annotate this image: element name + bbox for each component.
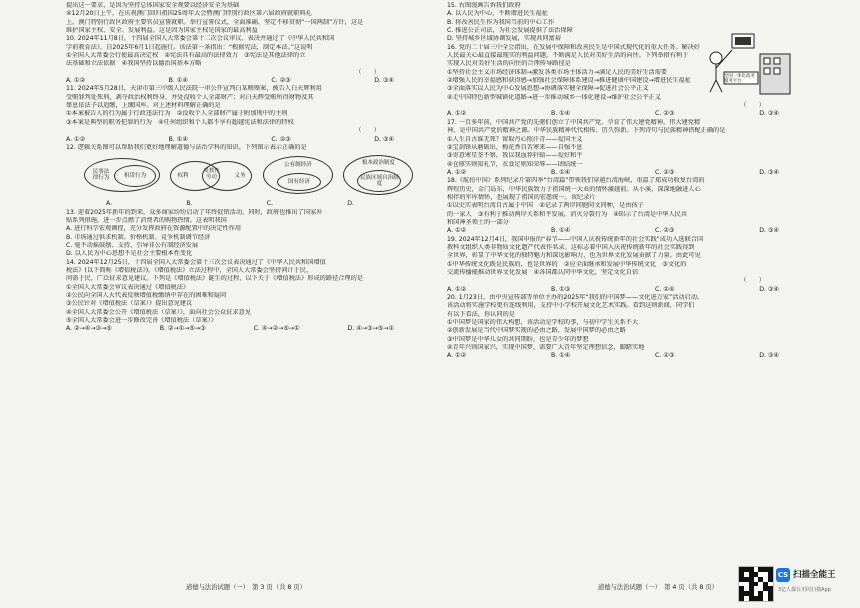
text-line: C. 毫不动摇鼓励、支持、引导非公有制经济发展 [66,241,199,249]
option: B. ②→①→⑤→③ [159,325,206,333]
option: D. ③④ [759,227,779,235]
q18-options [447,227,799,235]
text-line: 受贿罪判处死刑，剥夺政治权利终身，并处没收个人全部财产；对白天辉受贿所得财物及其 [66,93,314,101]
option: C. ②③ [655,227,675,235]
text-line: 交流传播能推动世界文化发展 ④各国都认同中华文化，坚定文化自信 [447,269,639,276]
text-line: ①坚持社会主义市场经济体制→激发各类市场主体活力→满足人民的美好生活需要 [447,68,668,76]
text-line: 该活动将实施学校更有连线利用，支持中小学校开展文化艺术实践。看到这则新闻，同学们 [447,302,695,310]
option: A. [106,200,113,208]
text-line: ⑤全国人大常委会进一步修改完善《增值税法（草案）》 [66,317,217,324]
text-line: 学前教育法》，自2025年6月1日起施行。该法第一条指出：“根据宪法，制定本法。”这说明 [66,43,313,51]
option: B. ①④ [168,77,188,85]
text-line: ①中国梦是国家的伟大构想，该活动是学校的事，与初中学生关系不大 [447,319,639,327]
option: A. ②→④→③→⑤ [66,325,112,333]
option: C. ②③ [655,168,675,176]
option: C. ②③ [271,77,291,85]
option: C. ②③ [655,110,675,118]
left-page [66,2,414,334]
option: A. ①② [66,135,86,143]
option: A. ①② [447,285,467,293]
text-line: ③中国梦是中华儿女的共同期盼，也是青少年的梦想 [447,335,589,343]
right-page-footer: 道德与法治试题（一） 第 4 页（共 8 页） [598,584,718,591]
option: B. ①④ [168,135,188,143]
option: C. ②④ [655,285,675,293]
option: D. ③④ [759,285,779,293]
text-line: ②公民向全国人大代表反映增值税缴纳中存在的困难和疑问 [66,291,227,299]
option: B. ①④ [550,227,571,235]
option: A. ①② [447,227,467,235]
diagram-b-left: 权利 [170,161,220,191]
text-line: 19. 2024年12月4日，我国申报的“春节——中国人庆祝传统新年的社会实践”成功入选联合国 [447,235,704,243]
diagram-b-mid: 受教育劳动 [203,168,220,181]
cartoon-caption: 全国一体化政务服务平台 [724,74,755,84]
option: C. ②③ [655,352,675,360]
text-line: ④全国人大常委会公开《增值税法（草案）》，面向社会公众征求意见 [66,308,251,316]
option: A. ①② [66,77,86,85]
text-line: ④12月20日上午，在庆祝澳门回归祖国25周年大会暨澳门特别行政区第六届政府就职典礼 [66,10,312,18]
text-line: ①人生自古谁无死？留取丹心照汗青——爱国主义 [447,135,583,143]
text-line: 20. 1月23日，由中央宣传部等单位主办的2025年“我们的中国梦——文化进万家”活动启动。 [447,294,704,302]
text-line: ③本案是典型的职务犯罪的行为 ④任何组织和个人都不享有超越宪法和法律的特权 [66,118,294,126]
option: D. [347,200,354,208]
text-line: 有以下看法，你认同的是 [447,310,516,318]
text-line: ②增强人民的幸福感和获得感→加强社会保障体系建设→推进健康中国建设→增进民生福祉 [447,77,691,85]
option: A. ①② [447,168,467,176]
diagram-a-outer: 民事法律行为 [84,158,160,192]
text-line: B. 将改善民生作为我国当前的中心工作 [447,18,555,26]
diagram-a [84,158,160,194]
text-line: 孳息依法予以追缴，上缴国库。对上述材料理解正确的是 [66,102,221,110]
text-line: 实现人民对美好生活的向往的合理传导路径是 [447,60,571,68]
text-line: A. 进行科学宏观调控，充分发挥政府在资源配置中的决定性作用 [66,225,242,233]
answer-paren: （ ） [740,102,765,110]
text-line: 教科文组织人类非物质文化遗产代表作名录。这标志着中国人庆祝传统新年的社会实践得到 [447,243,695,251]
text-line: 法基础和立法依据 ④我国坚持以德治国基本方略 [66,60,202,68]
option: D. ④→③→⑤→① [347,325,394,333]
text-line: D. 坚持城乡区域协调发展，实现共同富裕 [447,35,561,43]
text-line: ①本案被告人的行为属于行政违法行为 ②没收个人全部财产属于附加刑中的主刑 [66,110,288,118]
diagram-c [263,156,334,196]
text-line: 16. 党的二十届三中全会指出，在发展中保障和改善民生是中国式现代化的重大任务。解决好 [447,43,701,51]
option: C. [266,200,274,208]
text-line: 上，澳门特别行政区政府主要官员宣誓就职。举行宣誓仪式，全面准确、坚定不移贯彻“一国两制”方针，这是 [66,18,364,26]
camscanner-logo: CS [776,568,790,582]
text-line: 10. 2024年11月8日，十四届全国人大常委会第十二次会议审议、表决并通过了《中华人民共和国 [66,35,335,43]
option: D. ③④ [759,168,779,176]
text-line: ③全面落实以人民为中心发展思想→协调落实健全保障→促进社会公平正义 [447,85,649,93]
diagram-d-outer: 根本政治制度 [343,155,413,195]
q16-options [447,110,799,118]
text-line: ③寄意寒星荃不察，我以我血荐轩辕——爱好和平 [447,152,583,160]
text-line: 人民最关心最直接最现实的利益问题，不断满足人民对美好生活的向往。下列举措有利于 [447,52,689,60]
option: B. [186,200,193,208]
option: B. ①④ [550,168,571,176]
diagram-d [343,155,414,197]
q19-options [447,286,799,294]
text-line: 维护国家主权、安全、发展利益。这是因为国家主权是国家的最高利益 [66,27,258,35]
text-line: 全世界，彰显了中华文化的独特魅力和深远影响力，也为世界文化发展贡献了力量。由此可见 [447,252,701,260]
option: B. ①④ [550,110,571,118]
text-line: 11. 2024年5月28日，天津市第三中级人民法院一审公开宣判白某贿赂案，被告人白天辉利用 [66,85,322,93]
option: D. ③④ [374,77,394,85]
qr-module [768,596,773,601]
text-line: 问需于民，广泛征求意见建议。下列是《增值税法》诞生的过程，以下关于《增值税法》形成的路径合理的是 [66,275,363,283]
text-line: 税法》(以下简称《增值税法》)。《增值税法》立法过程中，全国人大常委会坚持问计于民、 [66,266,313,274]
text-line: 的一家人 ③有利于推动两岸关系和平发展，消灭分裂行为 ④昭示了台湾是中华人民共 [447,210,688,218]
text-line: 13. 迎着2025年新年的到来，众多商家纷纷启动了年终促销活动，同时，政府也推出了国家补 [66,208,323,216]
q20-options [447,352,799,360]
q17-options [447,169,799,177]
text-line: 相伴的军库情怀，也展现了祖国的宏愿统一。该纪录片 [447,193,596,201]
camscanner-subtitle: 3亿人都在用的扫描App [778,587,831,593]
text-line: ①全国人大常委会行使最高决定权 ②宪法具有最高的法律效力 ③宪法是其他法律的立 [66,52,306,60]
text-line: 18.《航拍中国》系列纪录片第四季“台湾篇”带领我们穿越台湾海峡，重温了郑成功收复台湾的 [447,177,705,185]
text-line: B. 市场通过供求机制、价格机制、竞争机制调节经济 [66,233,211,241]
text-line: 17. 一百多年前，中国共产党的先驱们创立了中国共产党，孕育了伟大建党精神。伟大建党精 [447,118,701,126]
q12-options [66,200,414,208]
text-line: 和国神圣领土的一部分 [447,218,509,226]
text-line: ①以史实表明台湾自古属于中国 ②记录了两岸同胞同文同种，是由孩子 [447,202,644,210]
answer-paren: （ ） [355,68,380,76]
diagram-c-inner: 国有经济 [277,173,321,191]
text-line: ③公民针对《增值税法（草案）》提出意见建议 [66,300,193,308]
text-line: ④走中国特色新型城镇化道路→进一步推动城乡一体化建设→维护社会公平正义 [447,93,661,101]
option: B. ①④ [550,352,571,360]
text-line: ①全国人大常委会审议表决通过《增值税法》 [66,283,190,291]
option: A. ①② [447,110,467,118]
text-line: C. 推进公正司法，为社会发展提供了法治保障 [447,27,573,35]
diagram-b [170,158,252,194]
option: B. ①③ [550,285,571,293]
camscanner-name: 扫描全能王 [793,570,836,580]
q14-options [66,325,414,333]
option: A. ①② [447,352,467,360]
q12-stem: 12. 逻辑关系图可以帮助我们更好地理解道德与法治学科的知识。下列图示表示正确的是 [66,143,307,151]
qr-code [738,566,774,602]
diagram-a-inner: 租赁行为 [114,165,156,187]
answer-paren: （ ） [740,277,765,285]
diagram-c-outer: 公有制经济 [263,156,333,194]
diagram-d-inner: 民族区域自治制度 [357,170,401,192]
diagram-b-right: 义务 [202,161,252,191]
text-line: 辉煌历史，金门岛东，中华民族致力于祖国统一大业的情怀激越前。从小溪，深深地融进人心 [447,185,701,193]
logic-diagrams [84,155,414,197]
text-line: 15. 右图漫画告诉我们政府 [447,2,521,9]
q15-cartoon-illustration [702,32,794,98]
q11-options [66,136,414,144]
text-line: ②创新发展是当代中国梦实现的必由之路，发展中国梦的必由之路 [447,327,626,335]
answer-paren: （ ） [355,127,380,135]
text-line: 神，是中国共产党的精神之源。中华民族精神代代相传、历久弥新。下列诗句与民族精神搭配正确的是 [447,127,726,135]
option: D. ③④ [374,135,394,143]
option: C. ④→②→⑤→① [253,325,300,333]
text-line: ①中华传统文化既是民族的，也是世界的 ②应全面继承和发展中华传统文化 ③文化的 [447,260,687,268]
text-line: ④仓廪实则知礼节，衣食足则知荣辱——团结统一 [447,160,583,168]
text-line: A. 以人民为中心，不断增进民生福祉 [447,10,548,18]
text-line: ④青年兴则国家兴，实现中国梦，需要广大青年坚定理想信念，脚踏实地 [447,344,645,352]
q10-options [66,77,414,85]
text-line: 14. 2024年12月25日，十四届全国人大常委会第十三次会议表决通过了《中华人民共和国增值 [66,258,326,266]
text-line: 贴系列措施，进一步点燃了消费者的购物热情。这表明我国 [66,216,227,224]
option: C. ②③ [271,135,291,143]
text-line: D. 以人民为中心思想不是社会主要根本性变化 [66,250,193,258]
left-page-footer: 道德与法治试题（一） 第 3 页（共 8 页） [186,584,306,591]
text-line: 提出这一要求，是因为坚持总体国家安全观要以经济安全为基础 [66,2,240,9]
option: D. ③④ [759,110,779,118]
text-line: ②宝剑锋从磨砺出，梅花香自苦寒来——自强不息 [447,143,583,151]
option: D. ③④ [759,352,779,360]
